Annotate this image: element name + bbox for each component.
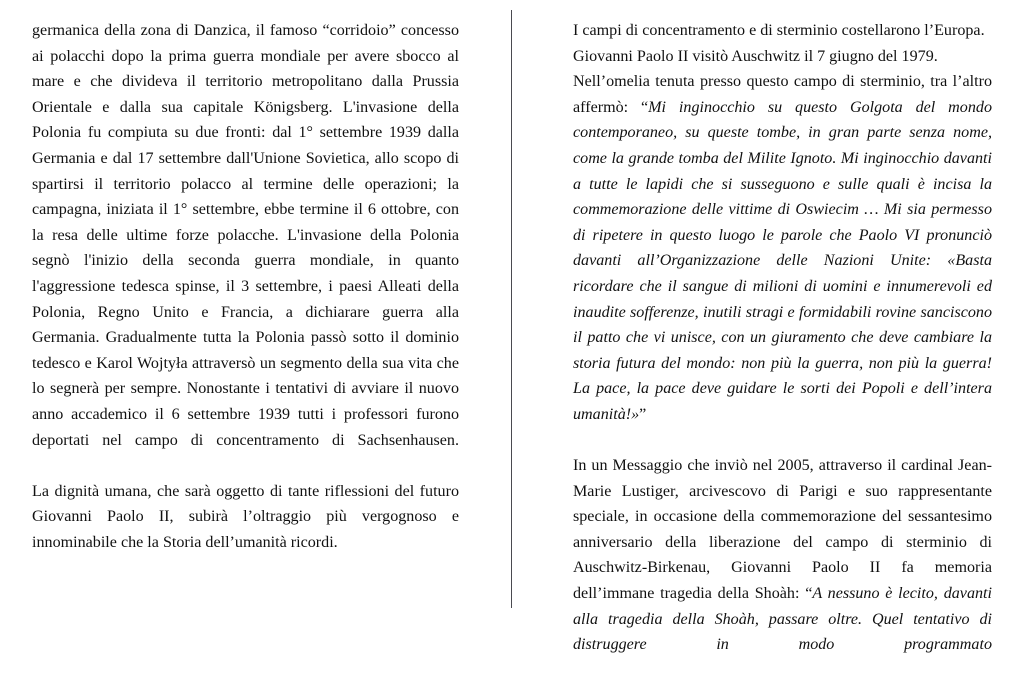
paragraph-with-quotation	[573, 453, 992, 683]
quotation-text: Mi inginocchio su questo Golgota del mondo contemporaneo, su queste tombe, in gran parte senza nome, come la grande tomba del Milite Ignoto. Mi inginocchio davanti a tutte le lapidi che si susseguono e sulle quali è incisa la commemorazione delle vittime di Oswiecim … Mi sia permesso di ripetere in questo luogo le parole che Paolo VI pronunciò davanti all’Organizzazione delle Nazioni Unite: «Basta ricordare che il sangue di milioni di uomini e innumerevoli ed inaudite sofferenze, inutili stragi e formidabili rovine sanciscono il patto che vi unisce, con un giuramento che deve cambiare la storia futura del mondo: non più la guerra, non più la guerra! La pace, la pace deve guidare le sorti dei Popoli e dell’intera umanità!»	[573, 98, 992, 423]
paragraph-lead-in: In un Messaggio che inviò nel 2005, attraverso il cardinal Jean-Marie Lustiger, arcivescovo di Parigi e suo rappresentante speciale, in occasione della commemorazione del sessantesimo anniversario della liberazione del campo di sterminio di Auschwitz-Birkenau, Giovanni Paolo II fa memoria dell’immane tragedia della Shoàh: “	[573, 457, 992, 603]
paragraph: I campi di concentramento e di sterminio costellarono l’Europa.	[573, 22, 985, 39]
paragraph-lead-in: Nell’omelia tenuta presso questo campo di sterminio, tra l’altro affermò: “	[573, 73, 992, 116]
quotation-text: A nessuno è lecito, davanti alla tragedia della Shoàh, passare oltre. Quel tentativo di distruggere in modo programmato	[573, 585, 992, 654]
paragraph: La dignità umana, che sarà oggetto di tante riflessioni del futuro Giovanni Paolo II, subirà l’oltraggio più vergognoso e innominabile che la Storia dell’umanità ricordi.	[32, 482, 459, 551]
right-text-column	[573, 18, 992, 683]
quotation-closing-mark: ”	[639, 405, 647, 423]
paragraph: Giovanni Paolo II visitò Auschwitz il 7 giugno del 1979.	[573, 47, 938, 65]
paragraph-with-quotation	[573, 69, 992, 453]
left-text-column	[32, 18, 459, 555]
paragraph: germanica della zona di Danzica, il famoso “corridoio” concesso ai polacchi dopo la prima guerra mondiale per avere sbocco al mare e che divideva il territorio metropolitano dalla Prussia Orientale e dalla sua capitale Königsberg. L'invasione della Polonia fu compiuta su due fronti: dal 1° settembre 1939 dalla Germania e dal 17 settembre dall'Unione Sovietica, allo scopo di spartirsi il territorio polacco al termine delle operazioni; la campagna, iniziata il 1° settembre, ebbe termine il 6 ottobre, con la resa delle ultime forze polacche. L'invasione della Polonia segnò l'inizio della seconda guerra mondiale, in quanto l'aggressione tedesca spinse, il 3 settembre, i paesi Alleati della Polonia, Regno Unito e Francia, a dichiarare guerra alla Germania. Gradualmente tutta la Polonia passò sotto il dominio tedesco e Karol Wojtyła attraversò un segmento della sua vita che lo segnerà per sempre. Nonostante i tentativi di avviare il nuovo anno accademico il 6 settembre 1939 tutti i professori furono deportati nel campo di concentramento di Sachsenhausen.	[32, 22, 459, 449]
column-divider-rule	[511, 10, 512, 608]
